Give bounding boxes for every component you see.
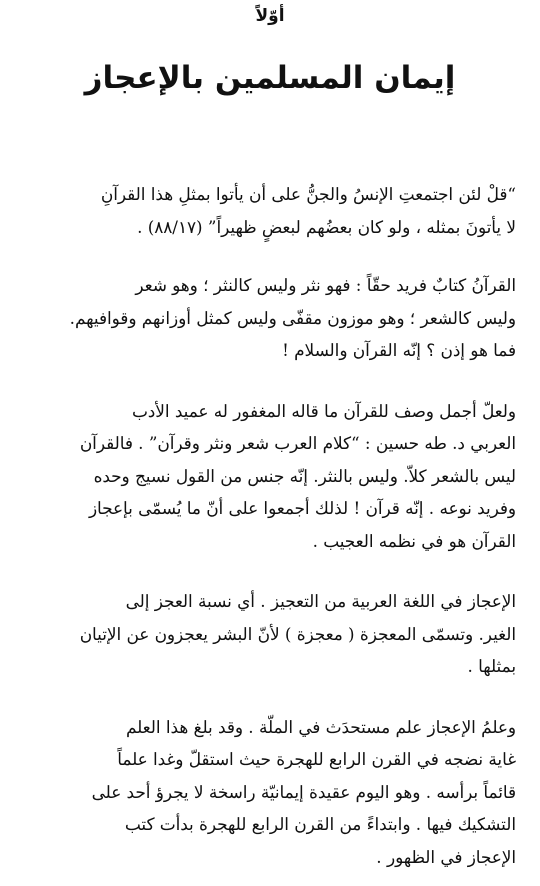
text-line: ليس بالشعر كلاّ. وليس بالنثر. إنّه جنس من القول نسيج وحده [93,465,516,486]
text-line: العربي د. طه حسين : “كلام العرب شعر ونثر وقرآن” . فالقرآن [79,433,516,453]
text-line: القرآن هو في نظمه العجيب . [312,530,516,551]
text-line: بمثلها . [467,656,516,676]
text-line: الغير. وتسمّى المعجزة ( معجزة ) لأنّ البشر يعجزون عن الإتيان [79,623,516,644]
chapter-title: إيمان المسلمين بالإعجاز [84,60,456,96]
text-line: الإعجاز في اللغة العربية من التعجيز . أي نسبة العجز إلى [125,591,516,611]
paragraph-taha-hussein [22,395,516,558]
text-line: الإعجاز في الظهور . [376,846,516,867]
text-line: فما هو إذن ؟ إنّه القرآن والسلام ! [282,340,516,360]
body-text [22,178,516,873]
text-line: التشكيك فيها . وابتداءً من القرن الرابع للهجرة بدأت كتب [124,814,516,834]
text-line: وفريد نوعه . إنّه قرآن ! لذلك أجمعوا على أنّ ما يُسمّى بإعجاز [88,498,516,518]
text-line: وعلمُ الإعجاز علم مستحدَث في الملّة . وقد بلغ هذا العلم [125,716,516,737]
text-line: “قلْ لئن اجتمعتِ الإنسُ والجنُّ على أن يأتوا بمثلِ هذا القرآنِ [100,184,516,204]
paragraph-unique-book [22,269,516,367]
text-line: قائماً برأسه . وهو اليوم عقيدة إيمانيّة راسخة لا يجرؤ أحد على [91,781,516,802]
paragraph-definition [22,585,516,683]
section-number: أوّلاً [255,6,285,26]
paragraph-quran-quote [22,178,516,243]
text-line: وليس كالشعر ؛ وهو موزون مقفّى وليس كمثل أوزانهم وقوافيهم. [69,307,516,328]
text-line: ولعلّ أجمل وصف للقرآن ما قاله المغفور له عميد الأدب [132,400,516,421]
text-line: القرآنُ كتابٌ فريد حقّاً : فهو نثر وليس كالنثر ؛ وهو شعر [135,275,516,295]
paragraph-history [22,711,516,874]
text-line: غاية نضجه في القرن الرابع للهجرة حيث استقلّ وغدا علماً [117,749,516,769]
text-line: لا يأتونَ بمثله ، ولو كان بعضُهم لبعضٍ ظهيراً” (٨٨/١٧) . [137,216,516,237]
